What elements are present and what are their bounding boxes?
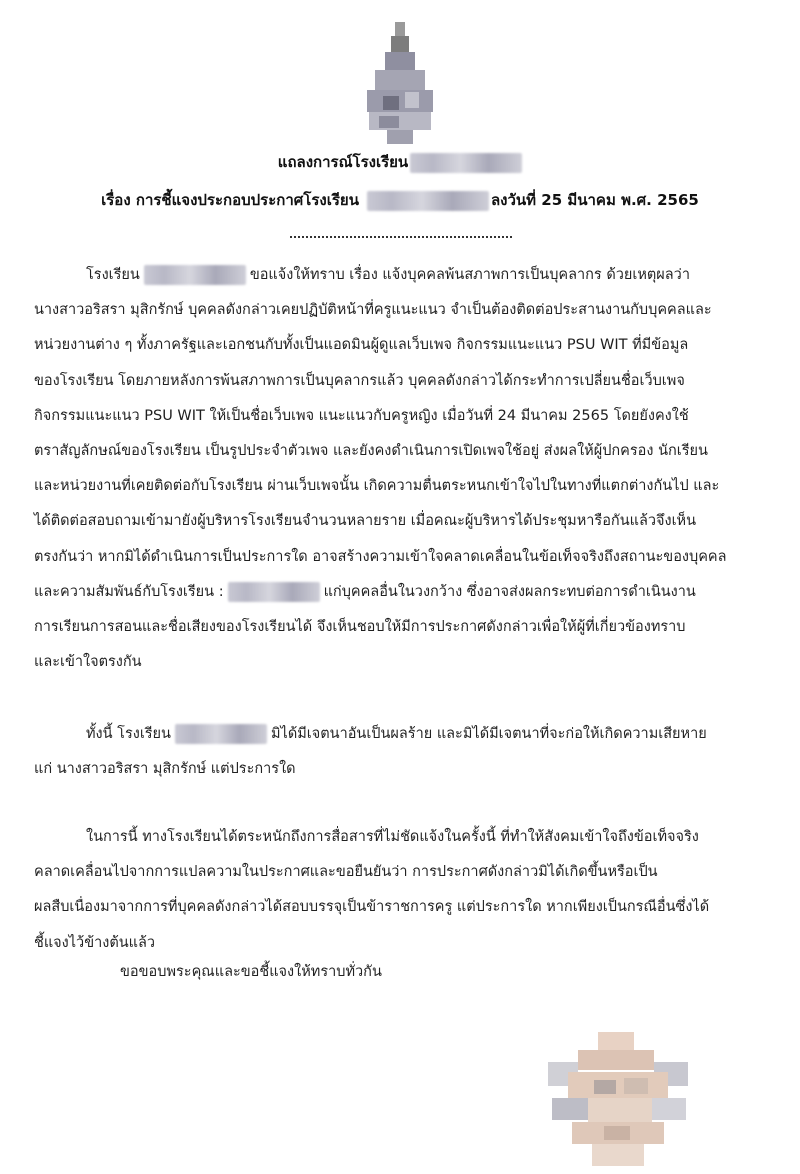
paragraph-2 — [34, 717, 786, 787]
p1-line: ตรงกันว่า หากมิได้ดำเนินการเป็นประการใด อาจสร้างความเข้าใจคลาดเคลื่อนในข้อเท็จจริงถึงสถานะของบุคคล — [34, 548, 727, 565]
p1-line: และหน่วยงานที่เคยติดต่อกับโรงเรียน ผ่านเว็บเพจนั้น เกิดความตื่นตระหนกเข้าใจไปในทางที่แตกต่างกันไป และ — [34, 478, 720, 495]
p1-line: และความสัมพันธ์กับโรงเรียน : — [34, 583, 224, 600]
redacted-school-name — [144, 265, 246, 285]
closing-line: ขอขอบพระคุณและขอชี้แจงให้ทราบทั่วกัน — [120, 964, 382, 980]
p3-line: ชี้แจงไว้ข้างต้นแล้ว — [34, 934, 156, 951]
p1-line: กิจกรรมแนะแนว PSU WIT ให้เป็นชื่อเว็บเพจ แนะแนวกับครูหญิง เมื่อวันที่ 24 มีนาคม 2565 โดยยังคงใช้ — [34, 407, 689, 424]
p2-line: มิได้มีเจตนาอันเป็นผลร้าย และมิได้มีเจตนาที่จะก่อให้เกิดความเสียหาย — [270, 726, 707, 742]
p1-line: และเข้าใจตรงกัน — [34, 654, 142, 671]
p1-line: หน่วยงานต่าง ๆ ทั้งภาครัฐและเอกชนกับทั้งเป็นแอดมินผู้ดูแลเว็บเพจ กิจกรรมแนะแนว PSU WIT ที่มีข้อมูล — [34, 337, 689, 354]
redacted-school-name — [175, 724, 267, 744]
p2-line: ทั้งนี้ โรงเรียน — [86, 726, 171, 742]
redacted-school-name — [228, 582, 320, 602]
separator-line — [290, 236, 512, 238]
p1-line: ของโรงเรียน โดยภายหลังการพ้นสภาพการเป็นบุคลากรแล้ว บุคคลดังกล่าวได้กระทำการเปลี่ยนชื่อเว็บเพจ — [34, 372, 685, 389]
p3-line: ผลสืบเนื่องมาจากการที่บุคคลดังกล่าวได้สอบบรรจุเป็นข้าราชการครู แต่ประการใด หากเพียงเป็นกรณีอื่นซึ่งได้ — [34, 899, 710, 916]
p1-line: ขอแจ้งให้ทราบ เรื่อง แจ้งบุคคลพ้นสภาพการเป็นบุคลากร ด้วยเหตุผลว่า — [249, 267, 690, 283]
p1-line: แก่บุคคลอื่นในวงกว้าง ซึ่งอาจส่งผลกระทบต่อการดำเนินงาน — [323, 583, 696, 600]
paragraph-3 — [34, 820, 786, 961]
p1-line: ได้ติดต่อสอบถามเข้ามายังผู้บริหารโรงเรียนจำนวนหลายราย เมื่อคณะผู้บริหารได้ประชุมหารือกันแล้วจึงเห็น — [34, 513, 696, 530]
p1-line: โรงเรียน — [86, 267, 140, 283]
title-text: แถลงการณ์โรงเรียน — [277, 153, 409, 171]
redacted-school-name — [410, 153, 522, 173]
p1-line: ตราสัญลักษณ์ของโรงเรียน เป็นรูปประจำตัวเพจ และยังคงดำเนินการเปิดเพจใช้อยู่ ส่งผลให้ผู้ปกครอง นักเรียน — [34, 442, 708, 459]
p1-line: การเรียนการสอนและชื่อเสียงของโรงเรียนได้ จึงเห็นชอบให้มีการประกาศดังกล่าวเพื่อให้ผู้ที่เกี่ยวข้องทราบ — [34, 618, 686, 635]
paragraph-1 — [34, 258, 786, 680]
subject-prefix: เรื่อง การชี้แจงประกอบประกาศโรงเรียน — [101, 191, 359, 209]
official-seal-icon — [548, 1032, 688, 1168]
announcement-title — [0, 150, 800, 174]
announcement-subject — [0, 188, 800, 212]
school-emblem-icon — [361, 22, 439, 144]
subject-date: ลงวันที่ 25 มีนาคม พ.ศ. 2565 — [490, 191, 699, 209]
p1-line: นางสาวอริสรา มุสิกรักษ์ บุคคลดังกล่าวเคยปฏิบัติหน้าที่ครูแนะแนว จำเป็นต้องติดต่อประสานงานกับบุคคลและ — [34, 302, 712, 319]
redacted-school-name — [367, 191, 489, 211]
p3-line: คลาดเคลื่อนไปจากการแปลความในประกาศและขอยืนยันว่า การประกาศดังกล่าวมิได้เกิดขึ้นหรือเป็น — [34, 864, 658, 881]
p2-line: แก่ นางสาวอริสรา มุสิกรักษ์ แต่ประการใด — [34, 761, 296, 778]
p3-line: ในการนี้ ทางโรงเรียนได้ตระหนักถึงการสื่อสารที่ไม่ชัดแจ้งในครั้งนี้ ที่ทำให้สังคมเข้าใจถึงข้อเท็จจริง — [86, 829, 699, 845]
